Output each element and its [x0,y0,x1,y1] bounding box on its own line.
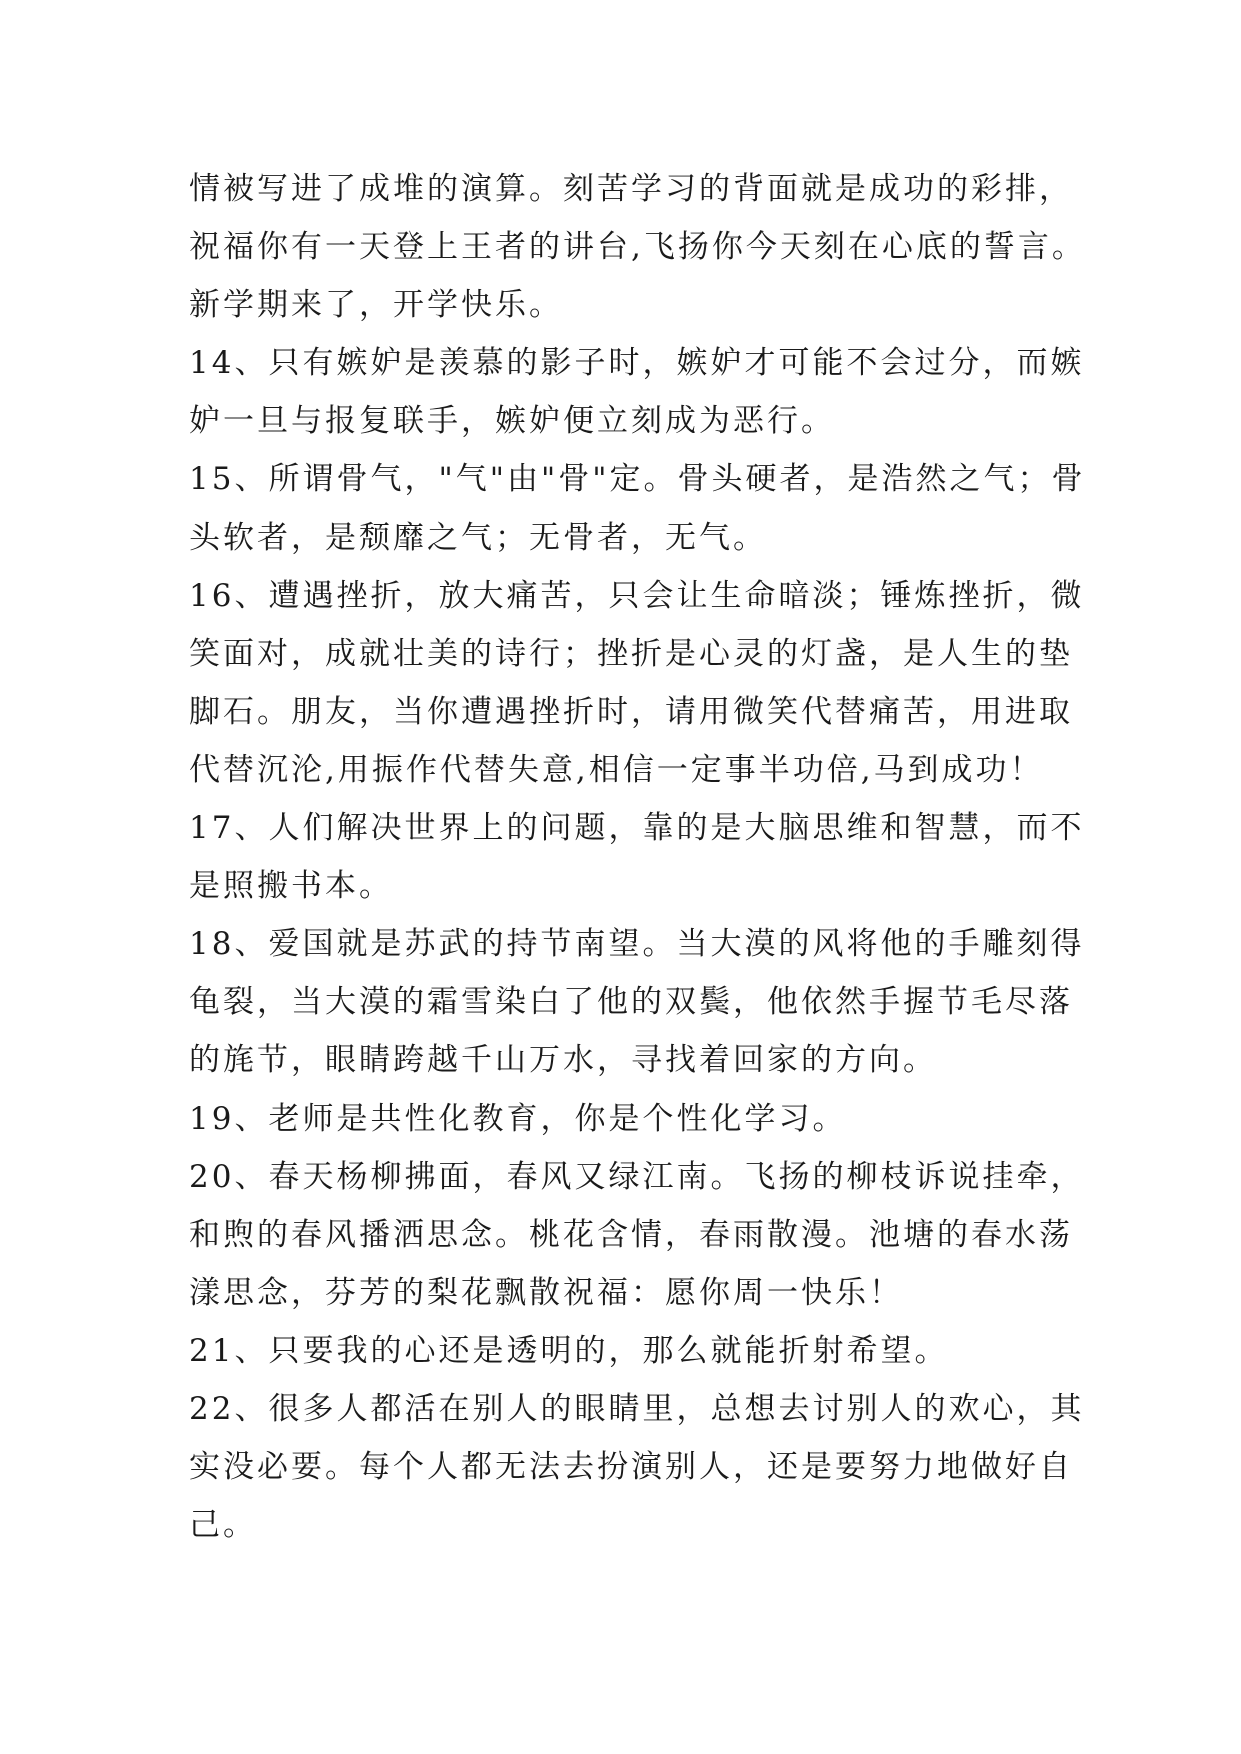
text-line: 新学期来了，开学快乐。 [189,287,563,324]
text-line: 妒一旦与报复联手，嫉妒便立刻成为恶行。 [189,403,835,440]
text-line: 己。 [189,1507,257,1544]
text-line: 20、春天杨柳拂面，春风又绿江南。飞扬的柳枝诉说挂牵， [189,1158,1085,1195]
text-line: 代替沉沦,用振作代替失意,相信一定事半功倍,马到成功！ [189,751,1044,788]
text-line: 22、很多人都活在别人的眼睛里，总想去讨别人的欢心，其 [189,1390,1085,1427]
text-line: 是照搬书本。 [189,868,393,905]
text-line: 16、遭遇挫折，放大痛苦，只会让生命暗淡；锤炼挫折，微 [189,577,1085,614]
text-line: 脚石。朋友，当你遭遇挫折时，请用微笑代替痛苦，用进取 [189,693,1073,730]
text-line: 21、只要我的心还是透明的，那么就能折射希望。 [189,1332,949,1369]
text-line: 祝福你有一天登上王者的讲台,飞扬你今天刻在心底的誓言。 [189,229,1086,266]
text-line: 18、爱国就是苏武的持节南望。当大漠的风将他的手雕刻得 [189,926,1085,963]
text-line: 15、所谓骨气，"气"由"骨"定。骨头硬者，是浩然之气；骨 [189,461,1086,498]
text-line: 情被写进了成堆的演算。刻苦学习的背面就是成功的彩排， [189,171,1073,207]
text-line: 和煦的春风播洒思念。桃花含情，春雨散漫。池塘的春水荡 [189,1216,1073,1253]
text-line: 19、老师是共性化教育，你是个性化学习。 [189,1100,847,1137]
text-line: 17、人们解决世界上的问题，靠的是大脑思维和智慧，而不 [189,810,1085,847]
text-line: 14、只有嫉妒是羡慕的影子时，嫉妒才可能不会过分，而嫉 [189,345,1085,382]
text-line: 漾思念，芬芳的梨花飘散祝福：愿你周一快乐！ [189,1274,903,1311]
text-line: 龟裂，当大漠的霜雪染白了他的双鬓，他依然手握节毛尽落 [189,984,1073,1021]
text-line: 笑面对，成就壮美的诗行；挫折是心灵的灯盏，是人生的垫 [189,635,1073,672]
text-line: 实没必要。每个人都无法去扮演别人，还是要努力地做好自 [189,1449,1073,1486]
document-body [189,160,1089,1554]
text-line: 头软者，是颓靡之气；无骨者，无气。 [189,519,767,556]
text-line: 的旄节，眼睛跨越千山万水，寻找着回家的方向。 [189,1042,937,1079]
